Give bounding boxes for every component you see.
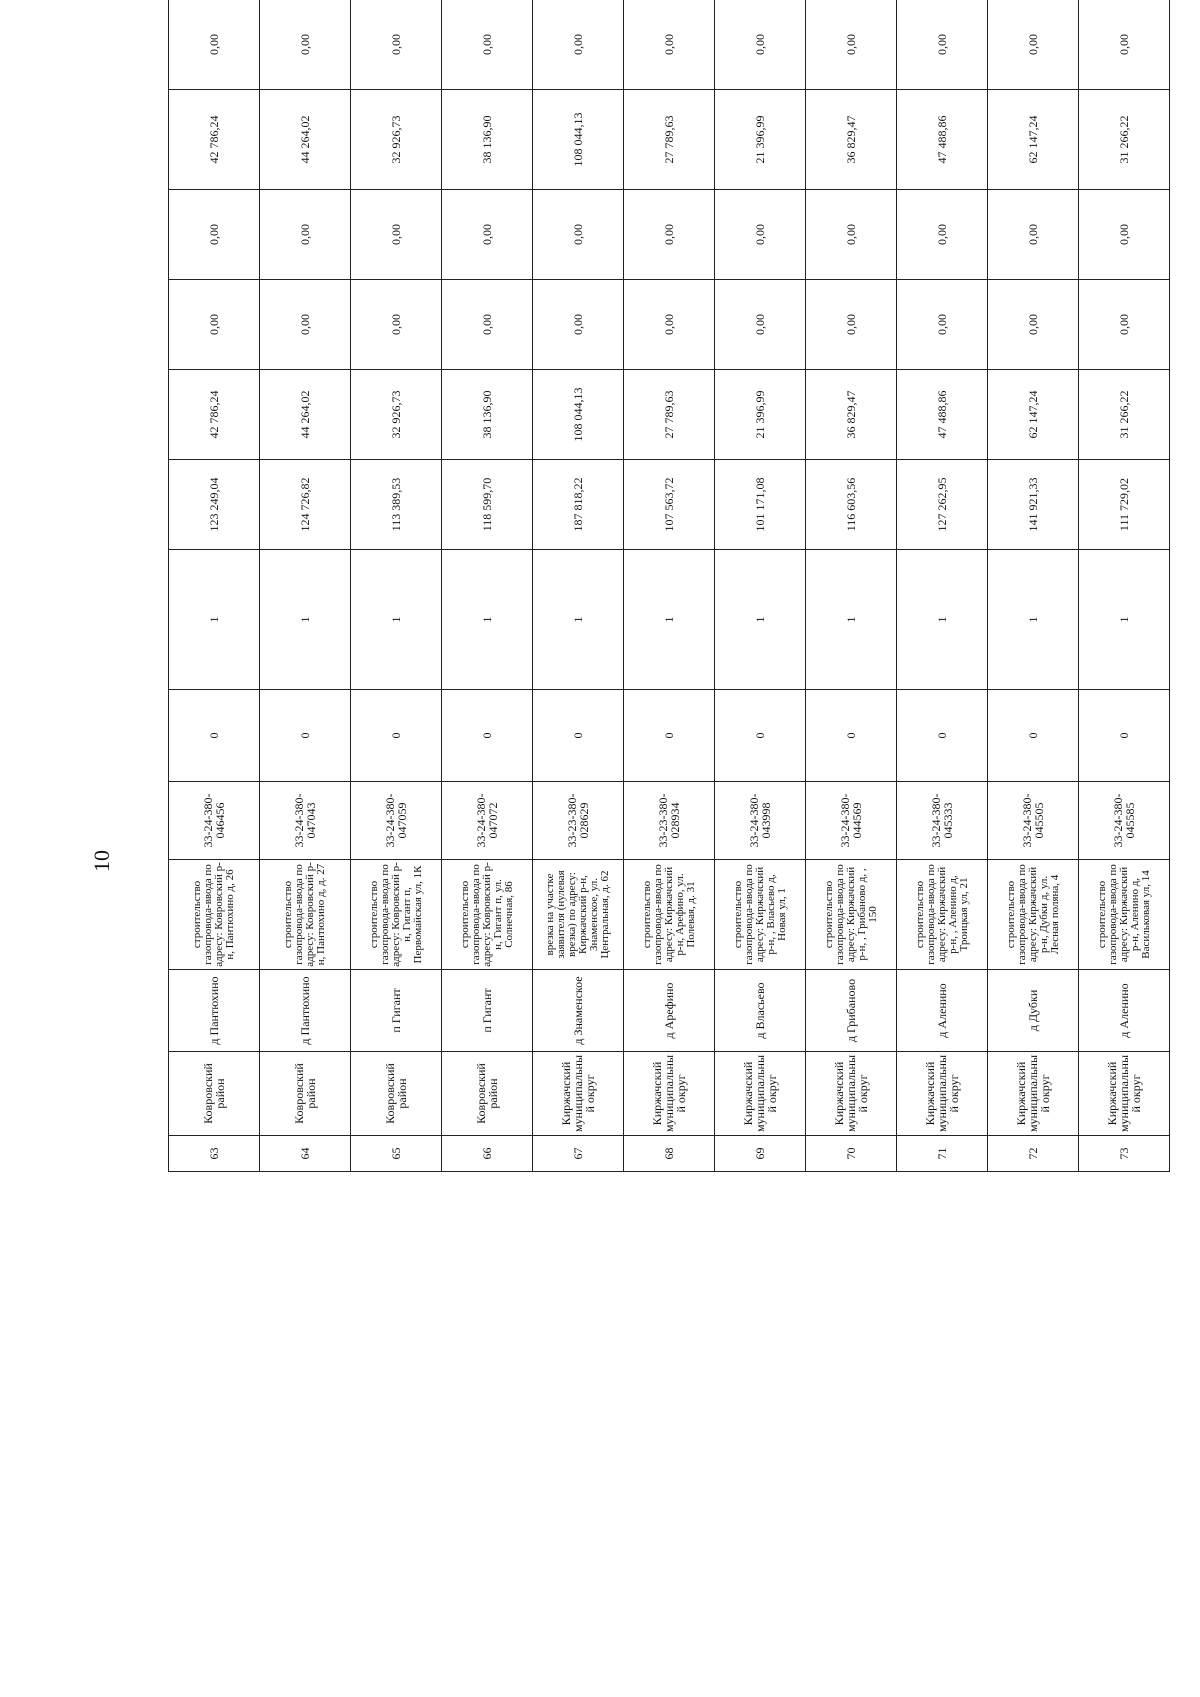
cost-value-2-cell: 0,00 [169, 280, 260, 370]
cost-value-4-cell: 38 136,90 [442, 90, 533, 190]
cost-value-1-cell: 31 266,22 [1079, 370, 1170, 460]
row-number-cell: 67 [533, 1136, 624, 1172]
cadastral-number-cell: 33-24-380-047072 [442, 782, 533, 860]
cost-value-2-cell: 0,00 [806, 280, 897, 370]
work-description-cell: строительство газопровода-ввода по адресу: Киржачский р-н, Аленино д, Васильковая ул, 14 [1079, 860, 1170, 970]
count-one-cell: 1 [351, 550, 442, 690]
cost-value-4-cell: 47 488,86 [897, 90, 988, 190]
count-zero-cell: 0 [351, 690, 442, 782]
district-cell: Киржачский муниципальный округ [715, 1052, 806, 1136]
table-row [1079, 0, 1170, 1172]
cost-value-1-cell: 38 136,90 [442, 370, 533, 460]
locality-cell: д Власьево [715, 970, 806, 1052]
count-one-cell: 1 [169, 550, 260, 690]
district-cell: Ковровский район [169, 1052, 260, 1136]
locality-cell: д Арефино [624, 970, 715, 1052]
district-cell: Ковровский район [260, 1052, 351, 1136]
cost-value-5-cell: 0,00 [442, 0, 533, 90]
table-row [897, 0, 988, 1172]
total-cost-cell: 107 563,72 [624, 460, 715, 550]
cadastral-number-cell: 33-24-380-043998 [715, 782, 806, 860]
count-zero-cell: 0 [169, 690, 260, 782]
cost-value-4-cell: 108 044,13 [533, 90, 624, 190]
cost-value-3-cell: 0,00 [1079, 190, 1170, 280]
cadastral-number-cell: 33-23-380-028934 [624, 782, 715, 860]
row-number-cell: 70 [806, 1136, 897, 1172]
district-cell: Киржачский муниципальный округ [897, 1052, 988, 1136]
cost-value-1-cell: 32 926,73 [351, 370, 442, 460]
row-number-cell: 68 [624, 1136, 715, 1172]
cost-value-3-cell: 0,00 [806, 190, 897, 280]
locality-cell: д Аленино [897, 970, 988, 1052]
cost-value-1-cell: 62 147,24 [988, 370, 1079, 460]
count-zero-cell: 0 [988, 690, 1079, 782]
district-cell: Киржачский муниципальный округ [533, 1052, 624, 1136]
locality-cell: п Гигант [442, 970, 533, 1052]
total-cost-cell: 187 818,22 [533, 460, 624, 550]
work-description-cell: строительство газопровода-ввода по адресу: Киржачский р-н, , Аленино д, Троицкая ул, 21 [897, 860, 988, 970]
cost-value-1-cell: 108 044,13 [533, 370, 624, 460]
cost-value-5-cell: 0,00 [533, 0, 624, 90]
cost-value-2-cell: 0,00 [442, 280, 533, 370]
table-row [806, 0, 897, 1172]
count-zero-cell: 0 [624, 690, 715, 782]
cost-value-4-cell: 27 789,63 [624, 90, 715, 190]
cost-value-1-cell: 42 786,24 [169, 370, 260, 460]
count-zero-cell: 0 [897, 690, 988, 782]
count-one-cell: 1 [260, 550, 351, 690]
district-cell: Ковровский район [442, 1052, 533, 1136]
locality-cell: д Аленино [1079, 970, 1170, 1052]
cost-value-3-cell: 0,00 [624, 190, 715, 280]
count-zero-cell: 0 [1079, 690, 1170, 782]
cadastral-number-cell: 33-24-380-047059 [351, 782, 442, 860]
district-cell: Киржачский муниципальный округ [806, 1052, 897, 1136]
cost-value-4-cell: 62 147,24 [988, 90, 1079, 190]
locality-cell: д Дубки [988, 970, 1079, 1052]
cost-value-4-cell: 36 829,47 [806, 90, 897, 190]
count-one-cell: 1 [442, 550, 533, 690]
cost-value-3-cell: 0,00 [442, 190, 533, 280]
cost-value-2-cell: 0,00 [988, 280, 1079, 370]
cost-value-1-cell: 36 829,47 [806, 370, 897, 460]
cost-value-5-cell: 0,00 [806, 0, 897, 90]
work-description-cell: строительство газопровода-ввода по адресу: Киржачский р-н, Арефино, ул. Полевая, д. 31 [624, 860, 715, 970]
cost-value-5-cell: 0,00 [624, 0, 715, 90]
cost-value-4-cell: 32 926,73 [351, 90, 442, 190]
work-description-cell: строительство газопровода-ввода по адресу: Киржачский р-н, , Власьево д, Новая ул, 1 [715, 860, 806, 970]
cost-value-1-cell: 21 396,99 [715, 370, 806, 460]
table-row [442, 0, 533, 1172]
cadastral-number-cell: 33-24-380-047043 [260, 782, 351, 860]
cadastral-number-cell: 33-24-380-045505 [988, 782, 1079, 860]
row-number-cell: 72 [988, 1136, 1079, 1172]
cost-value-4-cell: 44 264,02 [260, 90, 351, 190]
cadastral-number-cell: 33-23-380-028629 [533, 782, 624, 860]
cadastral-number-cell: 33-24-380-046456 [169, 782, 260, 860]
cost-value-3-cell: 0,00 [260, 190, 351, 280]
cost-value-4-cell: 42 786,24 [169, 90, 260, 190]
cadastral-number-cell: 33-24-380-045333 [897, 782, 988, 860]
cost-value-1-cell: 47 488,86 [897, 370, 988, 460]
cost-value-5-cell: 0,00 [169, 0, 260, 90]
table-row [351, 0, 442, 1172]
cost-value-5-cell: 0,00 [351, 0, 442, 90]
table-row [624, 0, 715, 1172]
cadastral-number-cell: 33-24-380-044569 [806, 782, 897, 860]
count-zero-cell: 0 [533, 690, 624, 782]
count-one-cell: 1 [1079, 550, 1170, 690]
district-cell: Киржачский муниципальный округ [1079, 1052, 1170, 1136]
district-cell: Киржачский муниципальный округ [988, 1052, 1079, 1136]
table-row [715, 0, 806, 1172]
cost-value-4-cell: 31 266,22 [1079, 90, 1170, 190]
row-number-cell: 73 [1079, 1136, 1170, 1172]
cost-value-5-cell: 0,00 [1079, 0, 1170, 90]
locality-cell: д Знаменское [533, 970, 624, 1052]
work-description-cell: строительство газопровода-ввода по адресу: Киржачский р-н, Дубки д, ул. Лесная поляна, 4 [988, 860, 1079, 970]
total-cost-cell: 101 171,08 [715, 460, 806, 550]
count-one-cell: 1 [533, 550, 624, 690]
work-description-cell: строительство газопровода-ввода по адресу: Ковровский р-н, Гигант п, Первомайская ул, 1К [351, 860, 442, 970]
data-table [168, 0, 1170, 1172]
district-cell: Ковровский район [351, 1052, 442, 1136]
cost-value-5-cell: 0,00 [715, 0, 806, 90]
cost-value-2-cell: 0,00 [1079, 280, 1170, 370]
table-row [988, 0, 1079, 1172]
table-body [169, 0, 1170, 1172]
cost-value-2-cell: 0,00 [533, 280, 624, 370]
cost-value-2-cell: 0,00 [260, 280, 351, 370]
total-cost-cell: 113 389,53 [351, 460, 442, 550]
count-one-cell: 1 [715, 550, 806, 690]
count-one-cell: 1 [624, 550, 715, 690]
total-cost-cell: 123 249,04 [169, 460, 260, 550]
total-cost-cell: 118 599,70 [442, 460, 533, 550]
count-one-cell: 1 [988, 550, 1079, 690]
table-row [260, 0, 351, 1172]
cost-value-5-cell: 0,00 [988, 0, 1079, 90]
gas-connection-table [168, 34, 1170, 1172]
row-number-cell: 69 [715, 1136, 806, 1172]
locality-cell: д Пантюхино [260, 970, 351, 1052]
cadastral-number-cell: 33-24-380-045585 [1079, 782, 1170, 860]
total-cost-cell: 141 921,33 [988, 460, 1079, 550]
cost-value-4-cell: 21 396,99 [715, 90, 806, 190]
cost-value-3-cell: 0,00 [169, 190, 260, 280]
total-cost-cell: 127 262,95 [897, 460, 988, 550]
cost-value-2-cell: 0,00 [351, 280, 442, 370]
count-zero-cell: 0 [715, 690, 806, 782]
table-row [533, 0, 624, 1172]
work-description-cell: строительство газопровода-ввода по адресу: Ковровский р-н, Пантюхино д, 26 [169, 860, 260, 970]
count-one-cell: 1 [806, 550, 897, 690]
cost-value-3-cell: 0,00 [715, 190, 806, 280]
cost-value-2-cell: 0,00 [715, 280, 806, 370]
row-number-cell: 63 [169, 1136, 260, 1172]
table-rotated-wrapper [168, 34, 1170, 1172]
work-description-cell: строительство газопровода-ввода по адресу: Киржачский р-н, , Грибаново д, , 150 [806, 860, 897, 970]
cost-value-1-cell: 27 789,63 [624, 370, 715, 460]
locality-cell: п Гигант [351, 970, 442, 1052]
locality-cell: д Грибаново [806, 970, 897, 1052]
row-number-cell: 65 [351, 1136, 442, 1172]
work-description-cell: строительство газопровода-ввода по адресу: Ковровский р-н, Пантюхино д, д. 27 [260, 860, 351, 970]
row-number-cell: 64 [260, 1136, 351, 1172]
row-number-cell: 71 [897, 1136, 988, 1172]
locality-cell: д Пантюхино [169, 970, 260, 1052]
page-number: 10 [89, 850, 114, 872]
cost-value-5-cell: 0,00 [897, 0, 988, 90]
work-description-cell: строительство газопровода-ввода по адресу: Ковровский р-н, Гигант п, ул. Солнечная, 86 [442, 860, 533, 970]
district-cell: Киржачский муниципальный округ [624, 1052, 715, 1136]
cost-value-3-cell: 0,00 [988, 190, 1079, 280]
table-row [169, 0, 260, 1172]
cost-value-5-cell: 0,00 [260, 0, 351, 90]
total-cost-cell: 124 726,82 [260, 460, 351, 550]
cost-value-1-cell: 44 264,02 [260, 370, 351, 460]
count-zero-cell: 0 [260, 690, 351, 782]
row-number-cell: 66 [442, 1136, 533, 1172]
cost-value-3-cell: 0,00 [351, 190, 442, 280]
total-cost-cell: 116 603,56 [806, 460, 897, 550]
count-zero-cell: 0 [442, 690, 533, 782]
cost-value-2-cell: 0,00 [624, 280, 715, 370]
cost-value-3-cell: 0,00 [897, 190, 988, 280]
cost-value-2-cell: 0,00 [897, 280, 988, 370]
count-one-cell: 1 [897, 550, 988, 690]
work-description-cell: врезка на участке заявителя (нулевая врезка) по адресу: Киржачский р-н, Знаменское, ул. Центральная, д. 62 [533, 860, 624, 970]
count-zero-cell: 0 [806, 690, 897, 782]
cost-value-3-cell: 0,00 [533, 190, 624, 280]
total-cost-cell: 111 729,02 [1079, 460, 1170, 550]
